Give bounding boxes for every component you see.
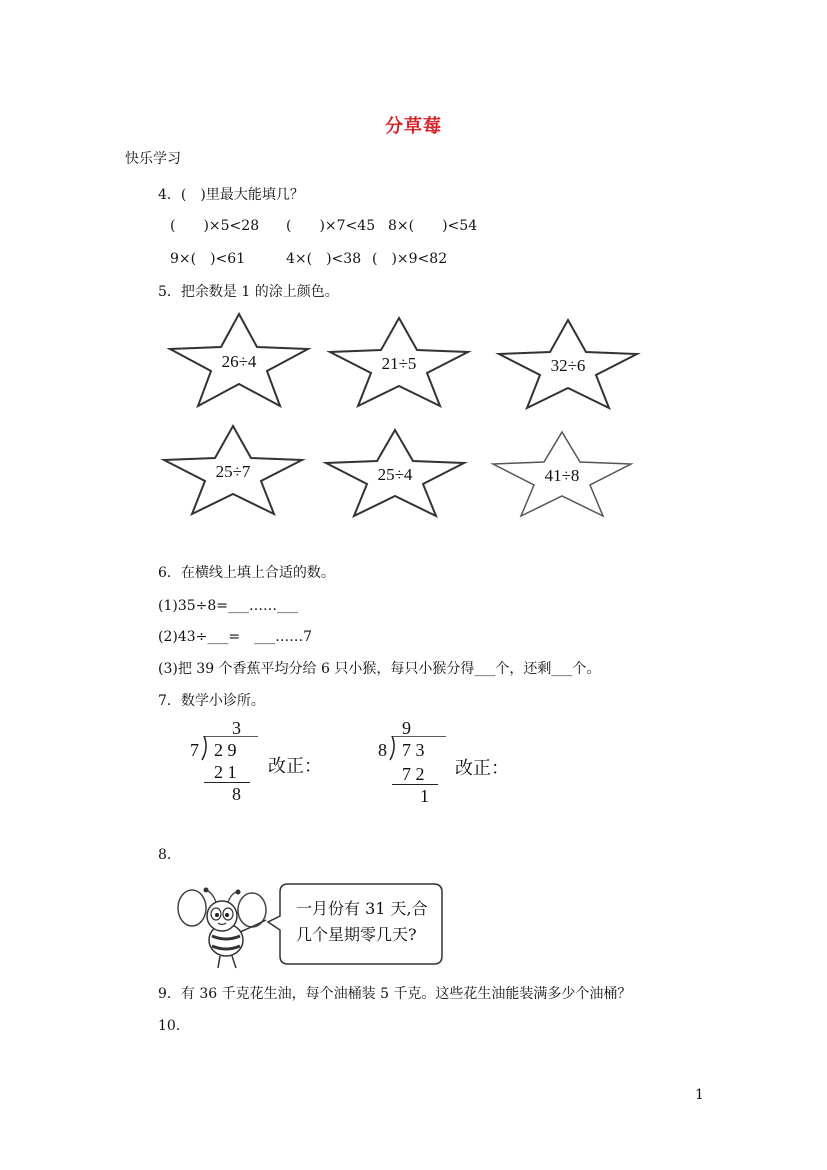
product: 7 2 (402, 764, 425, 784)
page-number: 1 (695, 1087, 704, 1103)
fix-label-left: 改正： (268, 756, 322, 777)
q10-number: 10. (158, 1018, 181, 1034)
division-right (372, 716, 462, 806)
q4-item-6: ( )×9<82 (372, 251, 448, 267)
star-41-div-8[interactable] (491, 430, 633, 518)
remainder: 1 (420, 786, 429, 806)
star-21-div-5[interactable] (328, 316, 470, 408)
division-left (180, 716, 270, 806)
dividend: 7 3 (402, 740, 425, 760)
bubble-line-2: 几个星期零几天? (296, 925, 417, 944)
star-label: 32÷6 (550, 356, 586, 375)
star-25-div-4[interactable] (324, 428, 466, 518)
star-label: 26÷4 (221, 352, 257, 371)
underline (204, 782, 250, 783)
q4-item-1: ( )×5<28 (170, 218, 260, 234)
q4-item-2: ( )×7<45 (286, 218, 376, 234)
q4-stem: 4．( )里最大能填几？ (158, 187, 304, 203)
star-label: 41÷8 (544, 466, 580, 485)
star-26-div-4[interactable] (168, 312, 310, 408)
star-label: 25÷4 (377, 465, 413, 484)
divisor: 8 (378, 740, 387, 760)
dividend: 2 9 (214, 740, 237, 760)
q9-text: 9．有 36 千克花生油，每个油桶装 5 千克。这些花生油能装满多少个油桶？ (158, 986, 632, 1002)
bee-speech-illustration (172, 880, 452, 972)
q4-item-3: 8×( )<54 (388, 218, 478, 234)
q6-stem: 6．在横线上填上合适的数。 (158, 565, 335, 581)
page-title: 分草莓 (385, 116, 442, 137)
star-label: 25÷7 (215, 462, 251, 481)
quotient: 3 (232, 718, 241, 738)
fix-label-right: 改正： (455, 758, 509, 779)
remainder: 8 (232, 784, 241, 804)
product: 2 1 (214, 762, 237, 782)
q8-number: 8. (158, 847, 172, 863)
star-label: 21÷5 (381, 354, 417, 373)
divisor: 7 (190, 740, 199, 760)
q4-item-4: 9×( )<61 (170, 251, 246, 267)
q5-stem: 5．把余数是 1 的涂上颜色。 (158, 284, 339, 300)
q6-item-3: (3)把 39 个香蕉平均分给 6 只小猴，每只小猴分得___个，还剩___个。 (158, 661, 601, 677)
star-25-div-7[interactable] (162, 424, 304, 516)
section-heading: 快乐学习 (125, 151, 181, 167)
bubble-line-1: 一月份有 31 天,合 (296, 899, 428, 918)
q4-item-5: 4×( )<38 (286, 251, 362, 267)
q6-item-1: (1)35÷8=___……___ (158, 598, 299, 614)
q7-stem: 7．数学小诊所。 (158, 693, 265, 709)
star-32-div-6[interactable] (497, 318, 639, 410)
quotient: 9 (402, 718, 411, 738)
underline (392, 784, 438, 785)
q6-item-2: (2)43÷___= ___……7 (158, 629, 313, 645)
